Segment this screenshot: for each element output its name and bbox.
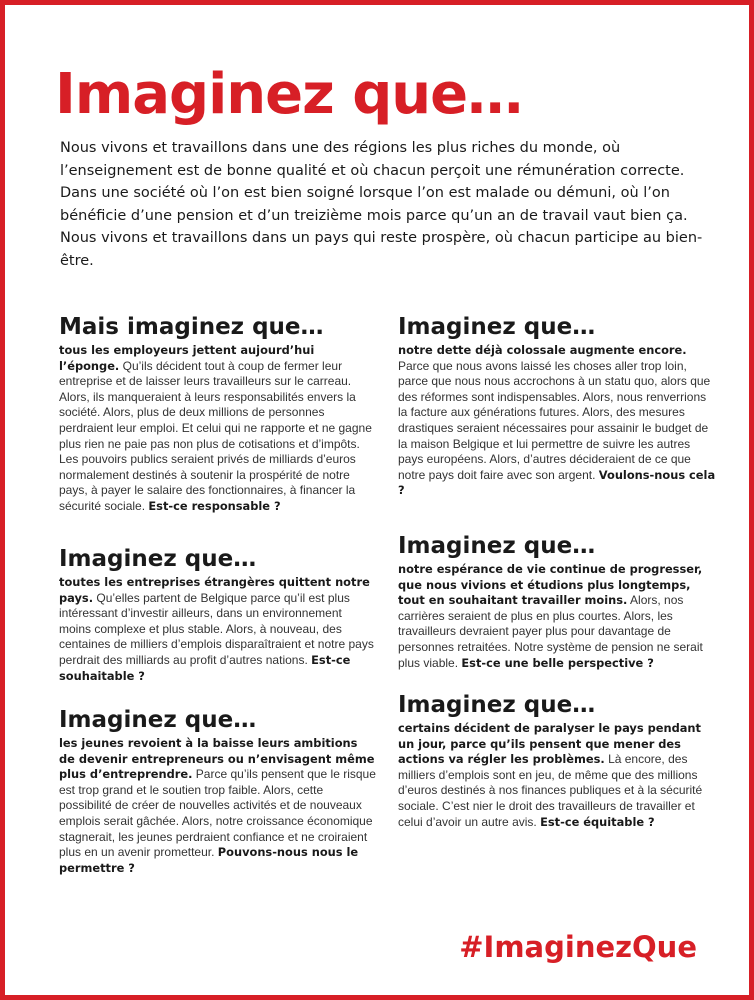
section-life-expectancy <box>398 532 718 671</box>
section-lead: notre dette déjà colossale augmente encore. <box>398 343 687 357</box>
section-text <box>59 575 377 684</box>
section-public-debt <box>398 313 718 499</box>
section-question: Est-ce souhaitable ? <box>59 652 351 683</box>
section-employers <box>59 313 377 515</box>
section-text <box>59 736 377 876</box>
section-strike <box>398 691 718 830</box>
section-young-entrepreneurs <box>59 706 377 876</box>
section-body: Alors, nos carrières seraient de plus en plus courtes. Alors, les travailleurs devraient payer plus pour davantage de personnes retraitées. Notre système de pension ne serait plus viable. <box>398 593 703 670</box>
section-question: Pouvons-nous nous le permettre ? <box>59 845 359 875</box>
section-text <box>59 343 377 515</box>
section-lead: les jeunes revoient à la baisse leurs ambitions de devenir entrepreneurs ou n’envisagent même plus d’entreprendre. <box>59 736 375 782</box>
section-lead: toutes les entreprises étrangères quittent notre pays. <box>59 575 370 605</box>
section-heading: Imaginez que… <box>398 314 596 340</box>
section-heading: Imaginez que… <box>398 533 596 559</box>
section-body: Là encore, des milliers d’emplois sont en jeu, de même que des millions d’euros destinés à nos finances publiques et à la sécurité sociale. C’est nier le droit des travailleurs de travailler et celui d’avoir un autre avis. <box>398 752 703 829</box>
section-lead: notre espérance de vie continue de progresser, que nous vivions et étudions plus longtemps, tout en souhaitant travailler moins. <box>398 562 703 608</box>
section-body: Qu’elles partent de Belgique parce qu’il est plus intéressant d’investir ailleurs, dans un environnement moins complexe et plus stable. Alors, à nouveau, des centaines de milliers d’emplois disparaîtraient et notre pays perdrait des milliards au profit d’autres nations. <box>59 590 374 667</box>
section-question: Est-ce équitable ? <box>540 814 655 829</box>
section-text <box>398 343 718 499</box>
section-body: Parce qu’ils pensent que le risque est trop grand et le soutien trop faible. Alors, cette possibilité de créer de nouvelles activités et de nouveaux emplois serait gâchée. Alors, notre croissance économique stagnerait, les jeunes perdraient confiance et ne croiraient plus en un avenir prometteur. <box>59 767 376 860</box>
section-question: Voulons-nous cela ? <box>398 467 716 498</box>
section-body: Qu’ils décident tout à coup de fermer leur entreprise et de laisser leurs travailleurs sur le carreau. Alors, ils manqueraient à leurs responsabilités envers la société. Alors, plus de deux millions de personnes perdraient leur emploi. Et celui qui ne rapporte et ne gagne plus rien ne paie pas non plus de cotisations et d’impôts. Les pouvoirs publics seraient privés de milliards d’euros normalement destinés à soutenir la prospérité de notre pays, à payer le salaire des fonctionnaires, à financer la sécurité sociale. <box>59 358 372 513</box>
section-body: Parce que nous avons laissé les choses aller trop loin, parce que nous nous accrochons à un statu quo, alors que des réformes sont indispensables. Alors, nous renverrions la facture aux générations futures. Alors, des mesures drastiques seraient nécessaires pour assainir le budget de la maison Belgique et lui permettre de suivre les autres pays européens. Alors, d’autres décideraient de ce que notre pays doit faire avec son argent. <box>398 358 711 482</box>
section-question: Est-ce une belle perspective ? <box>461 655 654 670</box>
page-title: Imaginez que… <box>55 62 523 127</box>
section-lead: certains décident de paralyser le pays pendant un jour, parce qu’ils pensent que mener des actions va régler les problèmes. <box>398 721 701 767</box>
section-text <box>398 721 718 830</box>
section-question: Est-ce responsable ? <box>148 498 281 513</box>
section-heading: Mais imaginez que… <box>59 314 324 340</box>
hashtag: #ImaginezQue <box>459 930 697 964</box>
section-lead: tous les employeurs jettent aujourd’hui l’éponge. <box>59 343 315 373</box>
section-heading: Imaginez que… <box>398 692 596 718</box>
section-heading: Imaginez que… <box>59 707 257 733</box>
section-foreign-companies <box>59 545 377 684</box>
section-text <box>398 562 718 671</box>
section-heading: Imaginez que… <box>59 546 257 572</box>
intro-paragraph: Nous vivons et travaillons dans une des régions les plus riches du monde, où l’enseignement est de bonne qualité et où chacun perçoit une rémunération correcte. Dans une société où l’on est bien soigné lorsque l’on est malade ou démuni, où l’on bénéficie d’une pension et d’un treizième mois parce qu’un an de travail vaut bien ça. Nous vivons et travaillons dans un pays qui reste prospère, où chacun participe au bien-être. <box>60 140 703 269</box>
